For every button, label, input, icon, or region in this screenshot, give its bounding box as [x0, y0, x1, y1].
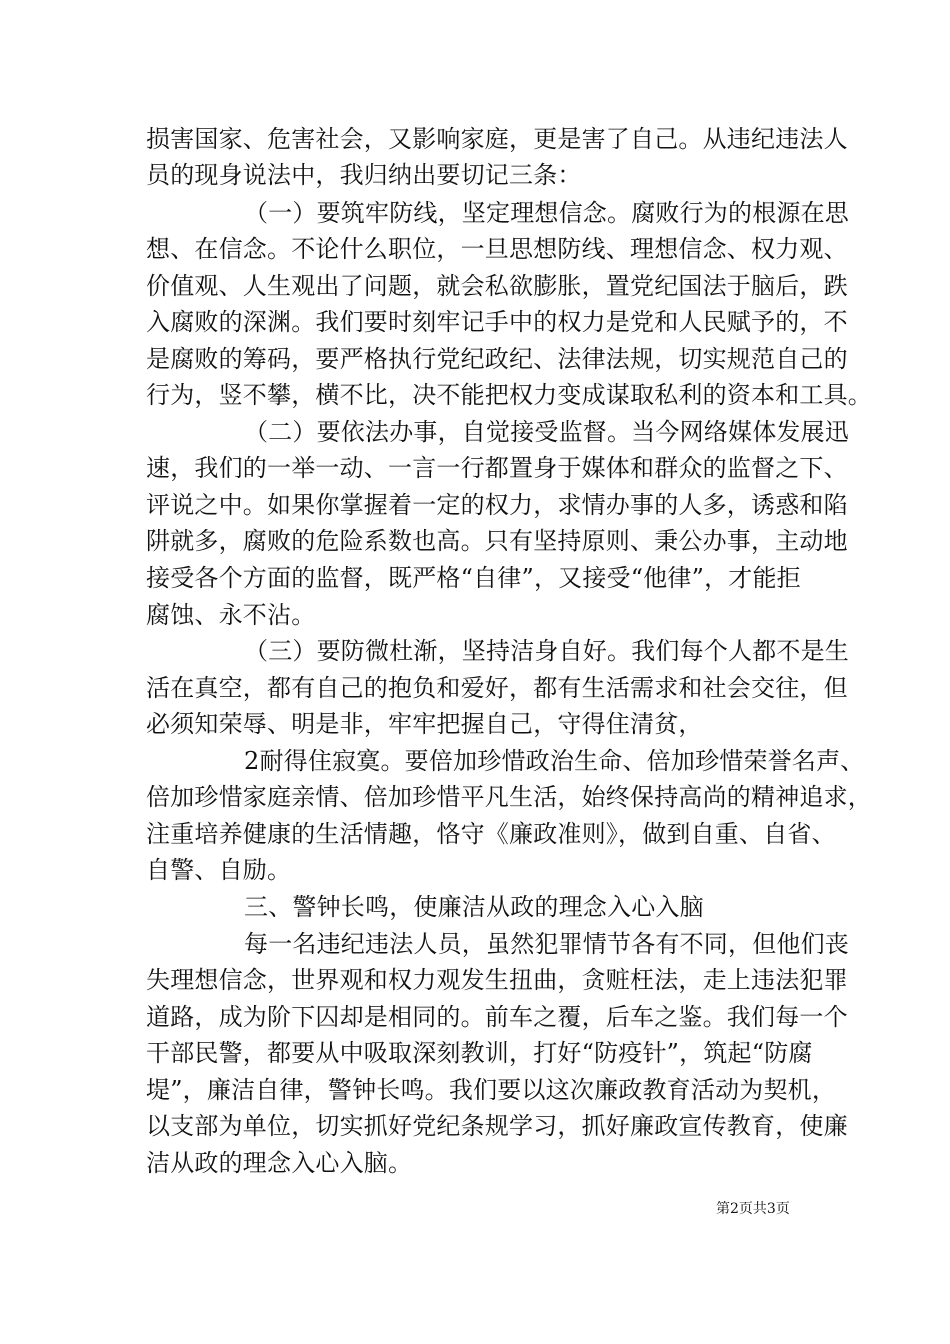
text-line: 是腐败的筹码，要严格执行党纪政纪、法律法规，切实规范自己的	[146, 345, 848, 373]
text-line: 阱就多，腐败的危险系数也高。只有坚持原则、秉公办事，主动地	[146, 527, 848, 555]
text-line: 损害国家、危害社会，又影响家庭，更是害了自己。从违纪违法人	[146, 125, 848, 153]
paragraph-2-start: （二）要依法办事，自觉接受监督。当今网络媒体发展迅	[244, 418, 849, 446]
text-line: 速，我们的一举一动、一言一行都置身于媒体和群众的监督之下、	[146, 454, 848, 482]
text-line: 注重培养健康的生活情趣，恪守《廉政准则》，做到自重、自省、	[146, 820, 836, 848]
text-line: 堤”，廉洁自律，警钟长鸣。我们要以这次廉政教育活动为契机，	[146, 1076, 837, 1104]
paragraph-1-start: （一）要筑牢防线，坚定理想信念。腐败行为的根源在思	[244, 199, 849, 227]
text-line: 腐蚀、永不沾。	[146, 601, 316, 629]
text-line: 评说之中。如果你掌握着一定的权力，求情办事的人多，诱惑和陷	[146, 491, 848, 519]
text-line: 活在真空，都有自己的抱负和爱好，都有生活需求和社会交往，但	[146, 674, 848, 702]
text-line: 价值观、人生观出了问题，就会私欲膨胀，置党纪国法于脑后，跌	[146, 272, 848, 300]
text-line: 失理想信念，世界观和权力观发生扭曲，贪赃枉法，走上违法犯罪	[146, 966, 848, 994]
text-line: 员的现身说法中，我归纳出要切记三条：	[146, 161, 582, 189]
text-line: 必须知荣辱、明是非，牢牢把握自己，守得住清贫，	[146, 710, 703, 738]
text-line: 行为，竖不攀，横不比，决不能把权力变成谋取私利的资本和工具。	[146, 381, 872, 409]
text-line: 以支部为单位，切实抓好党纪条规学习，抓好廉政宣传教育，使廉	[146, 1112, 848, 1140]
paragraph-5-start: 每一名违纪违法人员，虽然犯罪情节各有不同，但他们丧	[244, 930, 849, 958]
text-line: 想、在信念。不论什么职位，一旦思想防线、理想信念、权力观、	[146, 235, 848, 263]
text-line: 自警、自励。	[146, 856, 292, 884]
text-line: 道路，成为阶下囚却是相同的。前车之覆，后车之鉴。我们每一个	[146, 1003, 848, 1031]
text-line: 倍加珍惜家庭亲情、倍加珍惜平凡生活，始终保持高尚的精神追求，	[146, 783, 872, 811]
text-line: 洁从政的理念入心入脑。	[146, 1149, 413, 1177]
text-line: 接受各个方面的监督，既严格“自律”，又接受“他律”，才能拒	[146, 564, 801, 592]
paragraph-4-start: 2耐得住寂寞。要倍加珍惜政治生命、倍加珍惜荣誉名声、	[244, 747, 865, 775]
text-line: 入腐败的深渊。我们要时刻牢记手中的权力是党和人民赋予的，不	[146, 308, 848, 336]
text-line: 干部民警，都要从中吸取深刻教训，打好“防疫针”，筑起“防腐	[146, 1039, 813, 1067]
paragraph-3-start: （三）要防微杜渐，坚持洁身自好。我们每个人都不是生	[244, 637, 849, 665]
section-heading: 三、警钟长鸣，使廉洁从政的理念入心入脑	[244, 893, 704, 921]
page-number: 第2页共3页	[716, 1201, 790, 1217]
